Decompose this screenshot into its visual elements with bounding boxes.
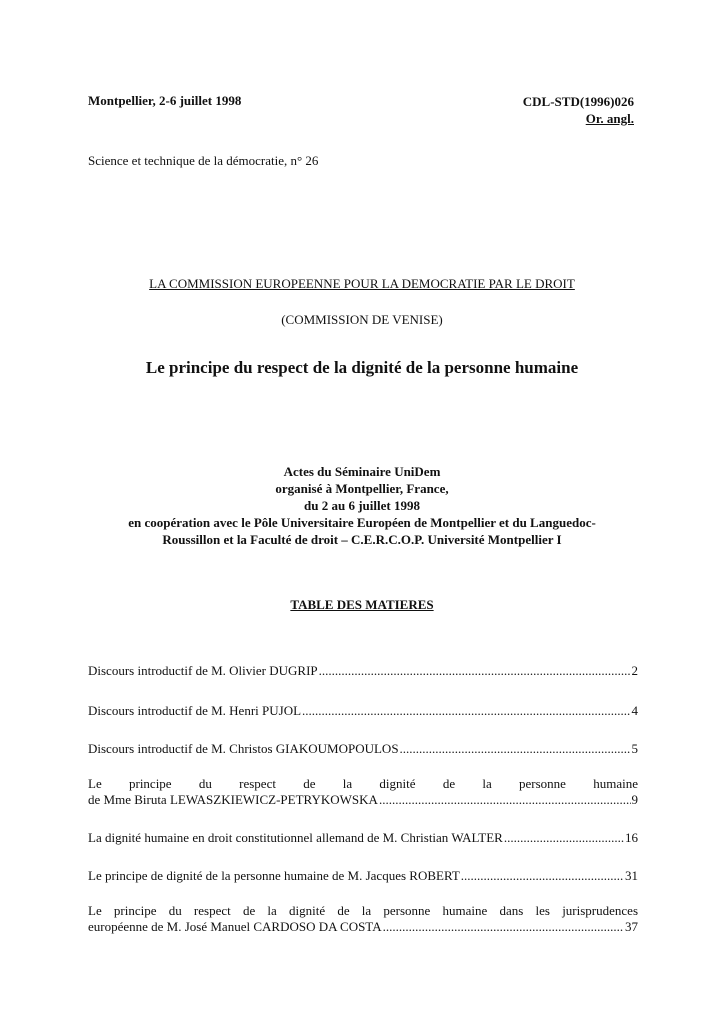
toc-entry-title: de Mme Biruta LEWASZKIEWICZ-PETRYKOWSKA [88,792,378,807]
toc-entry[interactable] [88,776,638,808]
document-reference [523,93,634,127]
commission-subtitle: (COMMISSION DE VENISE) [281,312,443,327]
seminar-proceedings [0,463,724,548]
toc-entry-page: 31 [625,868,638,883]
toc-entry-page: 5 [631,741,638,756]
toc-leader-dots [383,919,624,935]
actes-line-1: Actes du Séminaire UniDem [283,464,441,479]
toc-leader-dots [302,703,630,719]
toc-entry[interactable] [88,663,638,679]
toc-entry-title: Discours introductif de M. Henri PUJOL [88,703,302,718]
commission-name [0,276,724,292]
toc-entry-title: La dignité humaine en droit constitutionnel allemand de M. Christian WALTER [88,830,503,845]
toc-entry-title-line-1: Le principe du respect de la dignité de la personne humaine [88,776,638,791]
place-date: Montpellier, 2-6 juillet 1998 [88,93,242,108]
toc-leader-dots [504,830,624,846]
original-language: Or. angl. [585,111,634,126]
toc-entry-page: 2 [631,663,638,678]
toc-entry-title: Discours introductif de M. Olivier DUGRIP [88,663,318,678]
toc-entry[interactable] [88,903,638,935]
toc-leader-dots [379,792,631,808]
commission-name-text: LA COMMISSION EUROPEENNE POUR LA DEMOCRATIE PAR LE DROIT [149,276,575,291]
actes-line-5: Roussillon et la Faculté de droit – C.E.R.C.O.P. Université Montpellier I [162,532,562,547]
toc-entry-page: 9 [631,792,638,807]
toc-entry-page: 16 [625,830,638,845]
toc-leader-dots [461,868,624,884]
document-code: CDL-STD(1996)026 [522,94,634,109]
toc-entry-title: Discours introductif de M. Christos GIAKOUMOPOULOS [88,741,399,756]
toc-heading [0,597,724,613]
toc-leader-dots [400,741,631,757]
toc-heading-text: TABLE DES MATIERES [290,597,434,612]
toc-entry[interactable] [88,830,638,846]
toc-entry-title-line-1: Le principe du respect de la dignité de la personne humaine dans les jurisprudences [88,903,638,918]
toc-entry-page: 4 [631,703,638,718]
actes-line-3: du 2 au 6 juillet 1998 [304,498,420,513]
table-of-contents [88,663,638,935]
toc-entry[interactable] [88,868,638,884]
toc-entry-page: 37 [625,919,638,934]
toc-entry[interactable] [88,703,638,719]
actes-line-2: organisé à Montpellier, France, [275,481,449,496]
series-label: Science et technique de la démocratie, n° 26 [88,153,319,168]
document-title: Le principe du respect de la dignité de la personne humaine [145,358,579,377]
toc-entry-title: Le principe de dignité de la personne humaine de M. Jacques ROBERT [88,868,460,883]
toc-entry-title: européenne de M. José Manuel CARDOSO DA COSTA [88,919,382,934]
actes-line-4: en coopération avec le Pôle Universitaire Européen de Montpellier et du Languedoc- [128,515,596,530]
toc-entry[interactable] [88,741,638,757]
toc-leader-dots [319,663,631,679]
